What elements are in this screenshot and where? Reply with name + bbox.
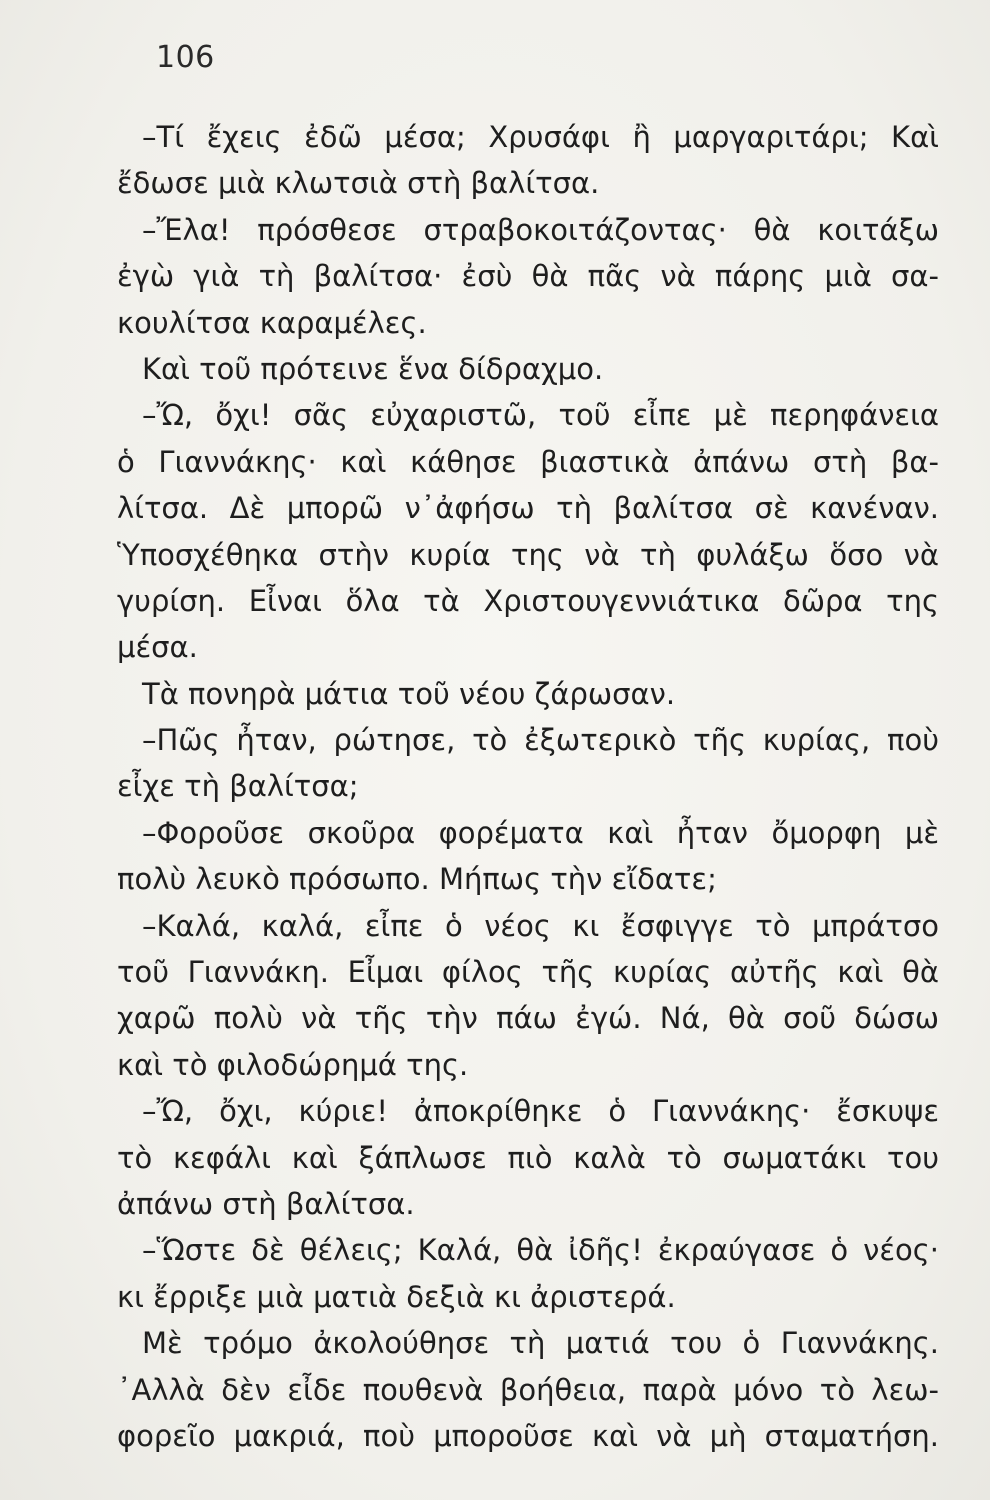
- body-text: [117, 114, 939, 1459]
- text-line: –Τί ἔχεις ἐδῶ μέσα; Χρυσάφι ἢ μαργαριτάρι; Καὶ: [142, 120, 939, 154]
- text-line: ἀπάνω στὴ βαλίτσα.: [117, 1186, 415, 1221]
- text-line: Ὑποσχέθηκα στὴν κυρία της νὰ τὴ φυλάξω ὅσο νὰ: [117, 537, 939, 572]
- text-line: –Ἔλα! πρόσθεσε στραβοκοιτάζοντας· θὰ κοιτάξω: [142, 212, 939, 247]
- text-line: –Καλά, καλά, εἶπε ὁ νέος κι ἔσφιγγε τὸ μπράτσο: [142, 908, 939, 943]
- text-line: καὶ τὸ φιλοδώρημά της.: [117, 1047, 469, 1082]
- text-line: –Ὤ, ὄχι, κύριε! ἀποκρίθηκε ὁ Γιαννάκης· ἔσκυψε: [142, 1094, 939, 1129]
- text-line: πολὺ λευκὸ πρόσωπο. Μήπως τὴν εἴδατε;: [117, 862, 717, 897]
- text-line: Τὰ πονηρὰ μάτια τοῦ νέου ζάρωσαν.: [142, 676, 676, 711]
- text-line: τὸ κεφάλι καὶ ξάπλωσε πιὸ καλὰ τὸ σωματάκι του: [117, 1140, 939, 1175]
- text-line: μέσα.: [117, 630, 198, 665]
- text-line: φορεῖο μακριά, ποὺ μποροῦσε καὶ νὰ μὴ σταματήση.: [117, 1418, 939, 1453]
- text-line: ᾿Αλλὰ δὲν εἶδε πουθενὰ βοήθεια, παρὰ μόνο τὸ λεω-: [117, 1372, 939, 1407]
- text-line: –Ὤ, ὄχι! σᾶς εὐχαριστῶ, τοῦ εἶπε μὲ περηφάνεια: [142, 398, 939, 433]
- text-line: –Ὥστε δὲ θέλεις; Καλά, θὰ ἰδῆς! ἐκραύγασε ὁ νέος·: [142, 1233, 939, 1268]
- text-line: ἐγὼ γιὰ τὴ βαλίτσα· ἐσὺ θὰ πᾶς νὰ πάρης μιὰ σα-: [117, 259, 939, 294]
- text-line: γυρίση. Εἶναι ὅλα τὰ Χριστουγεννιάτικα δῶρα της: [117, 583, 939, 618]
- text-line: τοῦ Γιαννάκη. Εἶμαι φίλος τῆς κυρίας αὐτῆς καὶ θὰ: [117, 955, 939, 990]
- text-line: –Πῶς ἦταν, ρώτησε, τὸ ἐξωτερικὸ τῆς κυρίας, ποὺ: [142, 723, 939, 758]
- text-line: Μὲ τρόμο ἀκολούθησε τὴ ματιά του ὁ Γιαννάκης.: [142, 1326, 939, 1361]
- text-line: –Φοροῦσε σκοῦρα φορέματα καὶ ἦταν ὄμορφη μὲ: [142, 815, 939, 850]
- text-line: κι ἔρριξε μιὰ ματιὰ δεξιὰ κι ἀριστερά.: [117, 1279, 676, 1314]
- page-number: 106: [156, 40, 215, 75]
- text-line: κουλίτσα καραμέλες.: [117, 305, 427, 340]
- text-line: ἔδωσε μιὰ κλωτσιὰ στὴ βαλίτσα.: [117, 166, 600, 201]
- text-line: εἶχε τὴ βαλίτσα;: [117, 769, 359, 804]
- text-line: ὁ Γιαννάκης· καὶ κάθησε βιαστικὰ ἀπάνω στὴ βα-: [117, 444, 939, 479]
- text-line: χαρῶ πολὺ νὰ τῆς τὴν πάω ἐγώ. Νά, θὰ σοῦ δώσω: [117, 1001, 939, 1036]
- text-line: Καὶ τοῦ πρότεινε ἕνα δίδραχμο.: [142, 351, 604, 386]
- text-line: λίτσα. Δὲ μπορῶ ν᾿ἀφήσω τὴ βαλίτσα σὲ κανέναν.: [117, 491, 939, 526]
